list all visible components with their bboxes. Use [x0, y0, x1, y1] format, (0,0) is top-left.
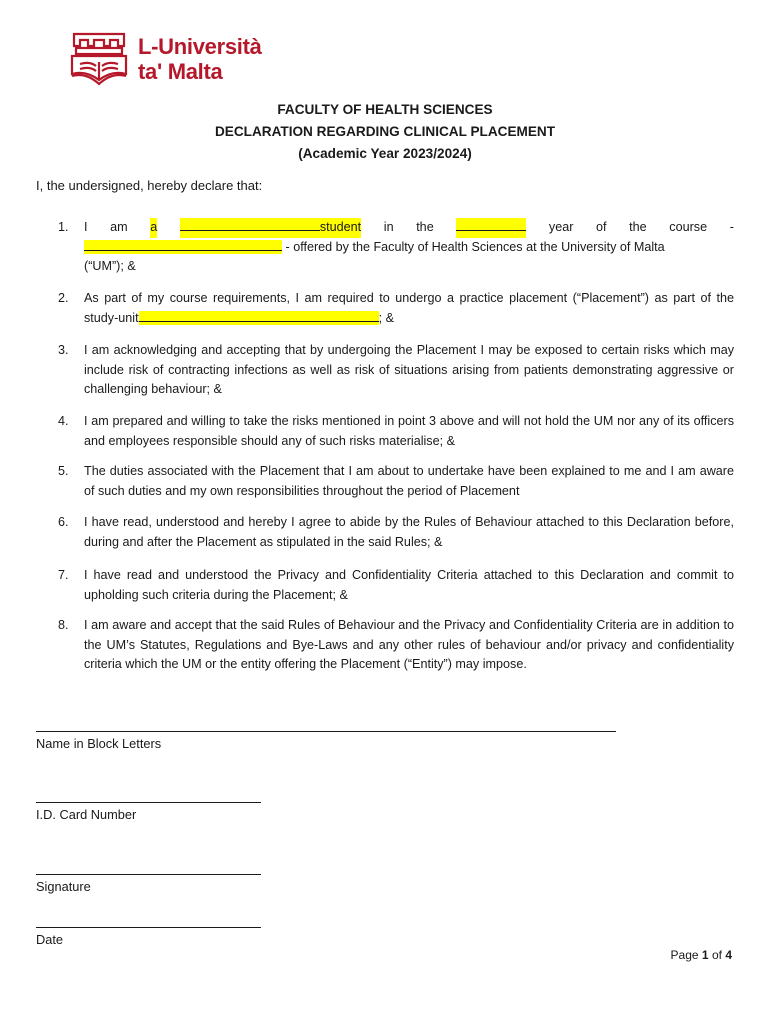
item-text [84, 218, 734, 277]
academic-year-heading: (Academic Year 2023/2024) [298, 146, 472, 161]
item-number: 1. [58, 220, 69, 234]
page-total: 4 [725, 948, 732, 962]
wordmark-line-1: L-Università [138, 34, 262, 59]
declaration-item-2 [58, 289, 734, 329]
id-card-input-line[interactable] [36, 802, 261, 803]
item-text: I am prepared and willing to take the risks mentioned in point 3 above and will not hold the UM nor any of its officers and employees responsible should any of such risks materialise; & [84, 414, 734, 448]
page-number [671, 948, 732, 962]
study-unit-field[interactable] [139, 311, 379, 325]
item-text-part: ; & [378, 310, 395, 325]
of-word: of [711, 948, 722, 962]
item-number: 2. [58, 291, 69, 305]
item-number: 6. [58, 515, 69, 529]
item-number: 4. [58, 414, 69, 428]
course-name-field[interactable] [84, 240, 282, 254]
signature-input-line[interactable] [36, 874, 261, 875]
highlighted-word: a [150, 218, 157, 238]
university-wordmark [138, 34, 262, 84]
word: of [596, 220, 607, 234]
item-number: 5. [58, 464, 69, 478]
course-type-field[interactable] [180, 218, 361, 238]
page-word: Page [670, 948, 699, 962]
item-text: I am acknowledging and accepting that by undergoing the Placement I may be exposed to certain risks which may include risk of contracting infections as well as risk of situations arising from patients demonstrating aggressive or challenging behaviour; & [84, 343, 734, 396]
item-text: The duties associated with the Placement that I am about to undertake have been explained to me and I am aware of such duties and my own responsibilities throughout the period of Placement [84, 464, 734, 498]
intro-text: I, the undersigned, hereby declare that: [36, 178, 263, 193]
university-crest-logo [66, 26, 132, 92]
word: student [319, 220, 362, 234]
declaration-heading: DECLARATION REGARDING CLINICAL PLACEMENT [214, 124, 556, 139]
item-text: I have read, understood and hereby I agree to abide by the Rules of Behaviour attached to this Declaration before, during and after the Placement as stipulated in the said Rules; & [84, 515, 734, 549]
word: in [383, 220, 394, 234]
name-label: Name in Block Letters [36, 736, 162, 751]
signature-label: Signature [36, 879, 91, 894]
word: course [669, 220, 708, 234]
page-current: 1 [701, 948, 709, 962]
item-text-part: As part of my course requirements, I am required to undergo a practice placement (“Placement”) as part of the study-unit [84, 291, 734, 325]
declaration-item-1 [58, 218, 734, 278]
date-label: Date [36, 932, 64, 947]
word: I [84, 220, 88, 234]
faculty-heading: FACULTY OF HEALTH SCIENCES [277, 102, 493, 117]
wordmark-line-2: ta' Malta [138, 59, 223, 84]
word: - [729, 220, 734, 234]
name-input-line[interactable] [36, 731, 616, 732]
id-card-label: I.D. Card Number [36, 807, 137, 822]
item-number: 3. [58, 343, 69, 357]
item-text: I have read and understood the Privacy and Confidentiality Criteria attached to this Declaration and commit to upholding such criteria during the Placement; & [84, 568, 734, 602]
item-text [84, 289, 734, 328]
item-text: I am aware and accept that the said Rules of Behaviour and the Privacy and Confidentiality Criteria are in addition to the UM’s Statutes, Regulations and Bye-Laws and any other rules of behaviour and/or privacy and confidentiality criteria which the UM or the entity offering the Placement (“Entity”) may impose. [84, 618, 734, 671]
word: the [416, 220, 434, 234]
item-number: 8. [58, 618, 69, 632]
item-number: 7. [58, 568, 69, 582]
date-input-line[interactable] [36, 927, 261, 928]
year-field[interactable] [456, 218, 526, 238]
word: year [548, 220, 574, 234]
word: am [110, 220, 128, 234]
word: the [629, 220, 647, 234]
item-text-rest: - offered by the Faculty of Health Sciences at the University of Malta [282, 239, 665, 254]
item-text-end: (“UM”); & [84, 259, 136, 273]
